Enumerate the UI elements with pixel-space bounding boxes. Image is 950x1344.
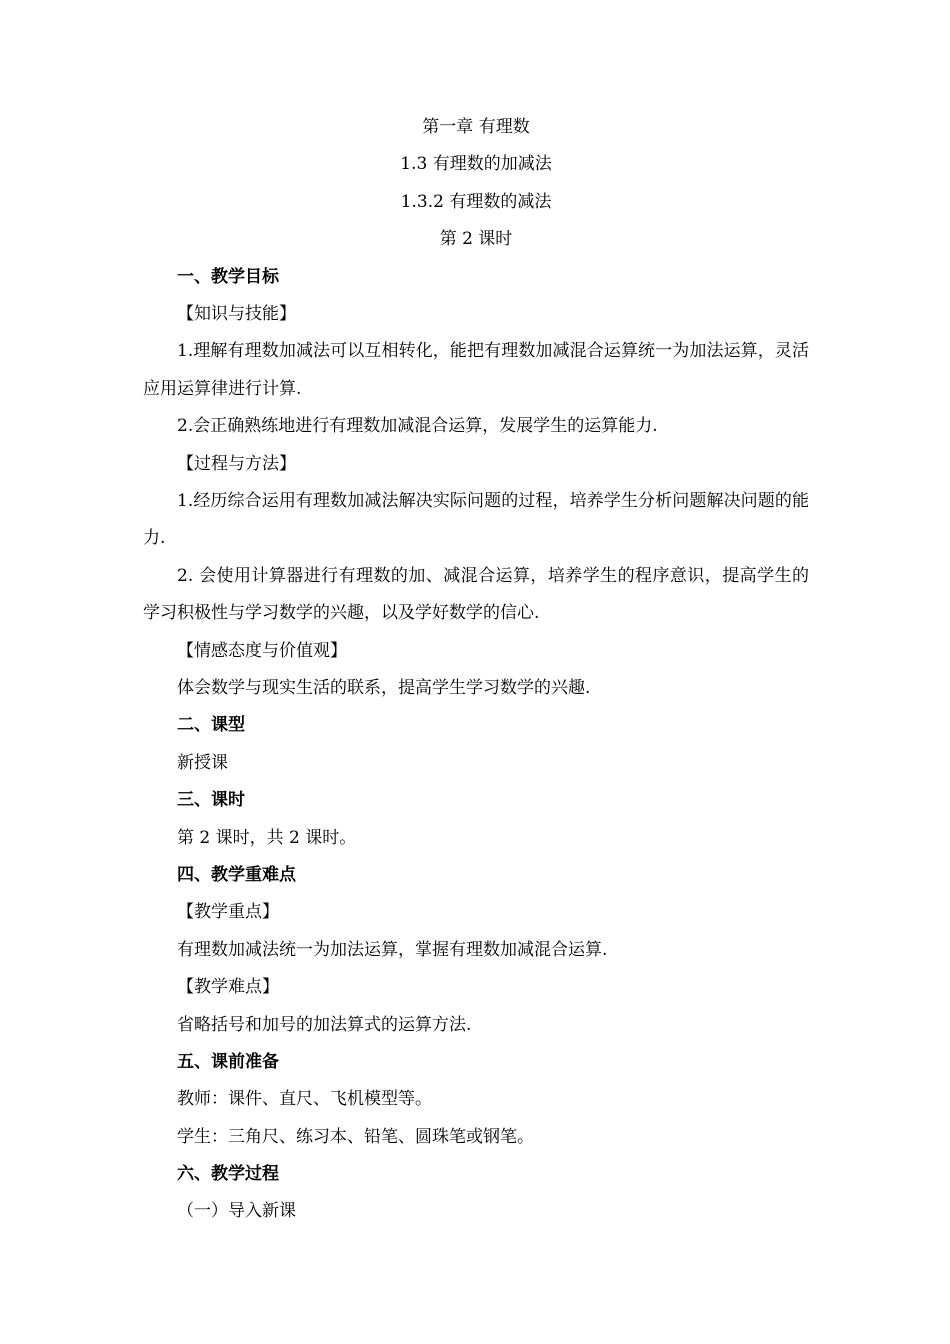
- prep-student: 学生：三角尺、练习本、铅笔、圆珠笔或钢笔。: [177, 1126, 534, 1147]
- key-text: 有理数加减法统一为加法运算，掌握有理数加减混合运算.: [177, 939, 608, 960]
- lesson-title: 第 2 课时: [439, 229, 513, 250]
- process-step-1: （一）导入新课: [177, 1201, 296, 1222]
- prep-heading: 五、课前准备: [177, 1051, 279, 1072]
- difficult-text: 省略括号和加号的加法算式的运算方法.: [177, 1014, 472, 1035]
- process-heading: 六、教学过程: [177, 1164, 279, 1185]
- difficult-label: 【教学难点】: [177, 977, 279, 998]
- hours-heading: 三、课时: [177, 790, 245, 811]
- knowledge-item-1: 1.理解有理数加减法可以互相转化，能把有理数加减混合运算统一为加法运算，灵活应用运算律进行计算.: [143, 341, 809, 399]
- process-item-1: 1.经历综合运用有理数加减法解决实际问题的过程，培养学生分析问题解决问题的能力.: [143, 490, 809, 549]
- section-title: 1.3 有理数的加减法: [400, 154, 552, 175]
- key-label: 【教学重点】: [177, 902, 279, 923]
- knowledge-label: 【知识与技能】: [177, 303, 296, 324]
- process-label: 【过程与方法】: [177, 453, 296, 474]
- goals-heading: 一、教学目标: [177, 266, 279, 287]
- hours-value: 第 2 课时，共 2 课时。: [177, 827, 357, 848]
- process-item-2: 2. 会使用计算器进行有理数的加、减混合运算，培养学生的程序意识，提高学生的学习积极性与学习数学的兴趣，以及学好数学的信心.: [143, 565, 809, 624]
- subsection-title: 1.3.2 有理数的减法: [400, 191, 552, 212]
- emotion-item-1: 体会数学与现实生活的联系，提高学生学习数学的兴趣.: [177, 677, 591, 698]
- type-heading: 二、课型: [177, 715, 245, 736]
- keypoints-heading: 四、教学重难点: [177, 864, 296, 885]
- chapter-title: 第一章 有理数: [422, 117, 530, 137]
- document-body: [143, 109, 809, 1231]
- emotion-label: 【情感态度与价值观】: [177, 640, 347, 661]
- prep-teacher: 教师：课件、直尺、飞机模型等。: [177, 1089, 432, 1110]
- knowledge-item-2: 2.会正确熟练地进行有理数加减混合运算，发展学生的运算能力.: [177, 416, 658, 437]
- type-value: 新授课: [177, 752, 228, 773]
